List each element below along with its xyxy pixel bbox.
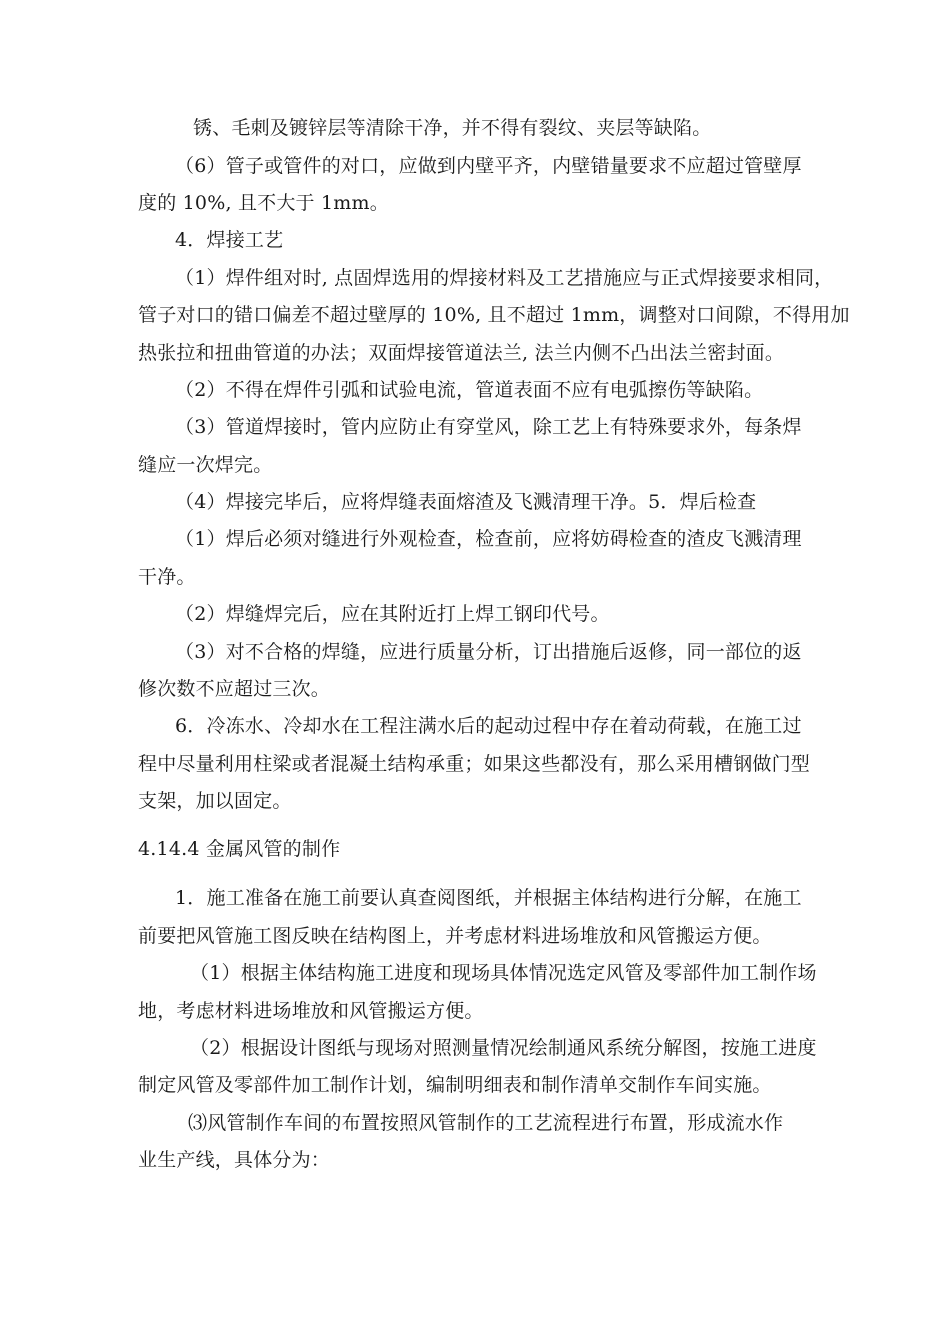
text-line: 业生产线，具体分为： — [138, 1149, 331, 1171]
text-line: （2）焊缝焊完后，应在其附近打上焊工钢印代号。 — [175, 603, 610, 625]
text-line: 热张拉和扭曲管道的办法；双面焊接管道法兰, 法兰内侧不凸出法兰密封面。 — [138, 342, 785, 364]
text-line: （1）根据主体结构施工进度和现场具体情况选定风管及零部件加工制作场 — [190, 962, 817, 984]
text-line: 1．施工准备在施工前要认真查阅图纸，并根据主体结构进行分解，在施工 — [175, 887, 802, 909]
text-line: 前要把风管施工图反映在结构图上，并考虑材料进场堆放和风管搬运方便。 — [138, 925, 772, 947]
text-line: 6．冷冻水、冷却水在工程注满水后的起动过程中存在着动荷载，在施工过 — [175, 715, 802, 737]
text-line: 管子对口的错口偏差不超过壁厚的 10%, 且不超过 1mm，调整对口间隙，不得用加 — [138, 304, 850, 326]
text-line: 地，考虑材料进场堆放和风管搬运方便。 — [138, 1000, 484, 1022]
text-line: （1）焊后必须对缝进行外观检查，检查前，应将妨碍检查的渣皮飞溅清理 — [175, 528, 802, 550]
text-line: （2）不得在焊件引弧和试验电流，管道表面不应有电弧擦伤等缺陷。 — [175, 379, 764, 401]
text-line: （3）对不合格的焊缝，应进行质量分析，订出措施后返修，同一部位的返 — [175, 641, 802, 663]
text-line: （1）焊件组对时, 点固焊选用的焊接材料及工艺措施应与正式焊接要求相同， — [175, 267, 834, 289]
section-heading: 4.14.4 金属风管的制作 — [138, 838, 341, 860]
text-line: 制定风管及零部件加工制作计划，编制明细表和制作清单交制作车间实施。 — [138, 1074, 772, 1096]
text-line: 程中尽量利用柱梁或者混凝土结构承重；如果这些都没有，那么采用槽钢做门型 — [138, 753, 811, 775]
text-line: （3）管道焊接时，管内应防止有穿堂风，除工艺上有特殊要求外，每条焊 — [175, 416, 802, 438]
text-line: 支架，加以固定。 — [138, 790, 292, 812]
text-line: （6）管子或管件的对口，应做到内壁平齐，内壁错量要求不应超过管壁厚 — [175, 155, 802, 177]
text-line: （4）焊接完毕后，应将焊缝表面熔渣及飞溅清理干净。5．焊后检查 — [175, 491, 757, 513]
text-line: 度的 10%, 且不大于 1mm。 — [138, 192, 389, 214]
text-line: 缝应一次焊完。 — [138, 454, 273, 476]
text-line: （2）根据设计图纸与现场对照测量情况绘制通风系统分解图，按施工进度 — [190, 1037, 817, 1059]
text-line: 修次数不应超过三次。 — [138, 678, 331, 700]
text-line: 锈、毛刺及镀锌层等清除干净，并不得有裂纹、夹层等缺陷。 — [193, 117, 712, 139]
text-line: 干净。 — [138, 566, 196, 588]
text-line: ⑶风管制作车间的布置按照风管制作的工艺流程进行布置，形成流水作 — [188, 1112, 784, 1134]
section-heading: 4．焊接工艺 — [175, 229, 284, 251]
